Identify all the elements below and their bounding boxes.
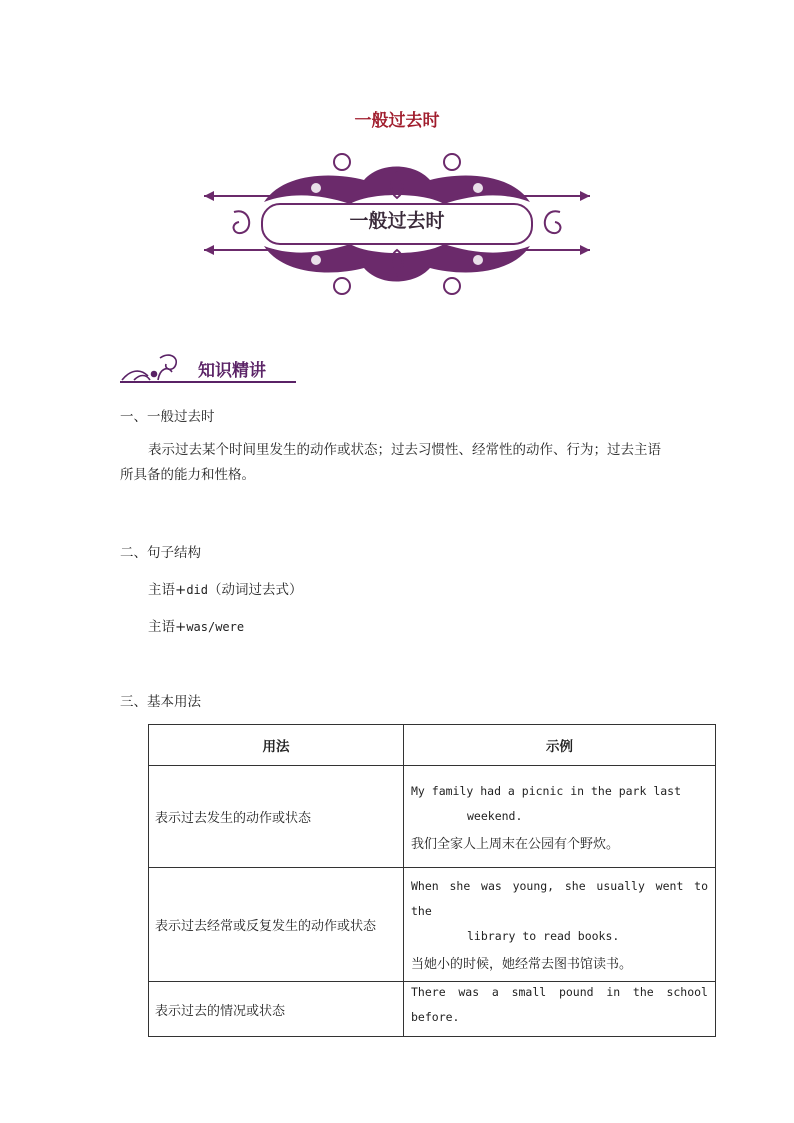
table-row bbox=[149, 868, 716, 982]
example-chinese: 我们全家人上周末在公园有个野炊。 bbox=[411, 836, 620, 852]
example-english-line1: When she was young, she usually went to the bbox=[411, 879, 708, 918]
table-header-row bbox=[149, 725, 716, 766]
structure-1-prefix: 主语+ bbox=[148, 582, 187, 598]
table-cell-usage: 表示过去经常或反复发生的动作或状态 bbox=[149, 868, 404, 982]
heading-1: 一、一般过去时 bbox=[120, 409, 215, 425]
structure-2-prefix: 主语+ bbox=[148, 619, 187, 635]
structure-1-code: did bbox=[186, 583, 208, 597]
section-heading bbox=[120, 350, 296, 384]
structure-1-suffix: （动词过去式） bbox=[208, 582, 303, 598]
table-cell-example bbox=[404, 982, 716, 1037]
paragraph-1 bbox=[120, 438, 690, 488]
document-title: 一般过去时 bbox=[354, 111, 440, 131]
example-english bbox=[411, 980, 708, 1030]
section-underline bbox=[120, 381, 296, 383]
heading-2: 二、句子结构 bbox=[120, 545, 201, 561]
section-heading-label: 知识精讲 bbox=[198, 361, 266, 381]
example-english bbox=[411, 874, 708, 949]
decorative-flourish-icon bbox=[120, 350, 192, 384]
structure-2-code: was/were bbox=[186, 620, 245, 634]
table-cell-example bbox=[404, 868, 716, 982]
paragraph-1-line1: 表示过去某个时间里发生的动作或状态；过去习惯性、经常性的动作、行为；过去主语 bbox=[148, 442, 661, 458]
example-english-line2: weekend. bbox=[467, 808, 523, 823]
heading-3: 三、基本用法 bbox=[120, 694, 201, 710]
table-cell-example bbox=[404, 766, 716, 868]
structure-1 bbox=[148, 578, 303, 598]
banner-title: 一般过去时 bbox=[349, 210, 445, 232]
table-row bbox=[149, 982, 716, 1037]
usage-table bbox=[148, 724, 716, 1037]
table-cell-usage: 表示过去的情况或状态 bbox=[149, 982, 404, 1037]
table-header-example: 示例 bbox=[404, 725, 716, 766]
structure-2 bbox=[148, 615, 244, 635]
table-header-usage: 用法 bbox=[149, 725, 404, 766]
example-english-line1: My family had a picnic in the park last bbox=[411, 783, 682, 798]
example-english-line1: There was a small pound in the school before. bbox=[411, 985, 708, 1024]
example-english-line2: library to read books. bbox=[467, 929, 620, 943]
table-cell-usage: 表示过去发生的动作或状态 bbox=[149, 766, 404, 868]
example-english bbox=[411, 779, 708, 829]
table-row bbox=[149, 766, 716, 868]
paragraph-1-line2: 所具备的能力和性格。 bbox=[120, 467, 255, 483]
example-chinese: 当她小的时候，她经常去图书馆读书。 bbox=[411, 957, 633, 972]
